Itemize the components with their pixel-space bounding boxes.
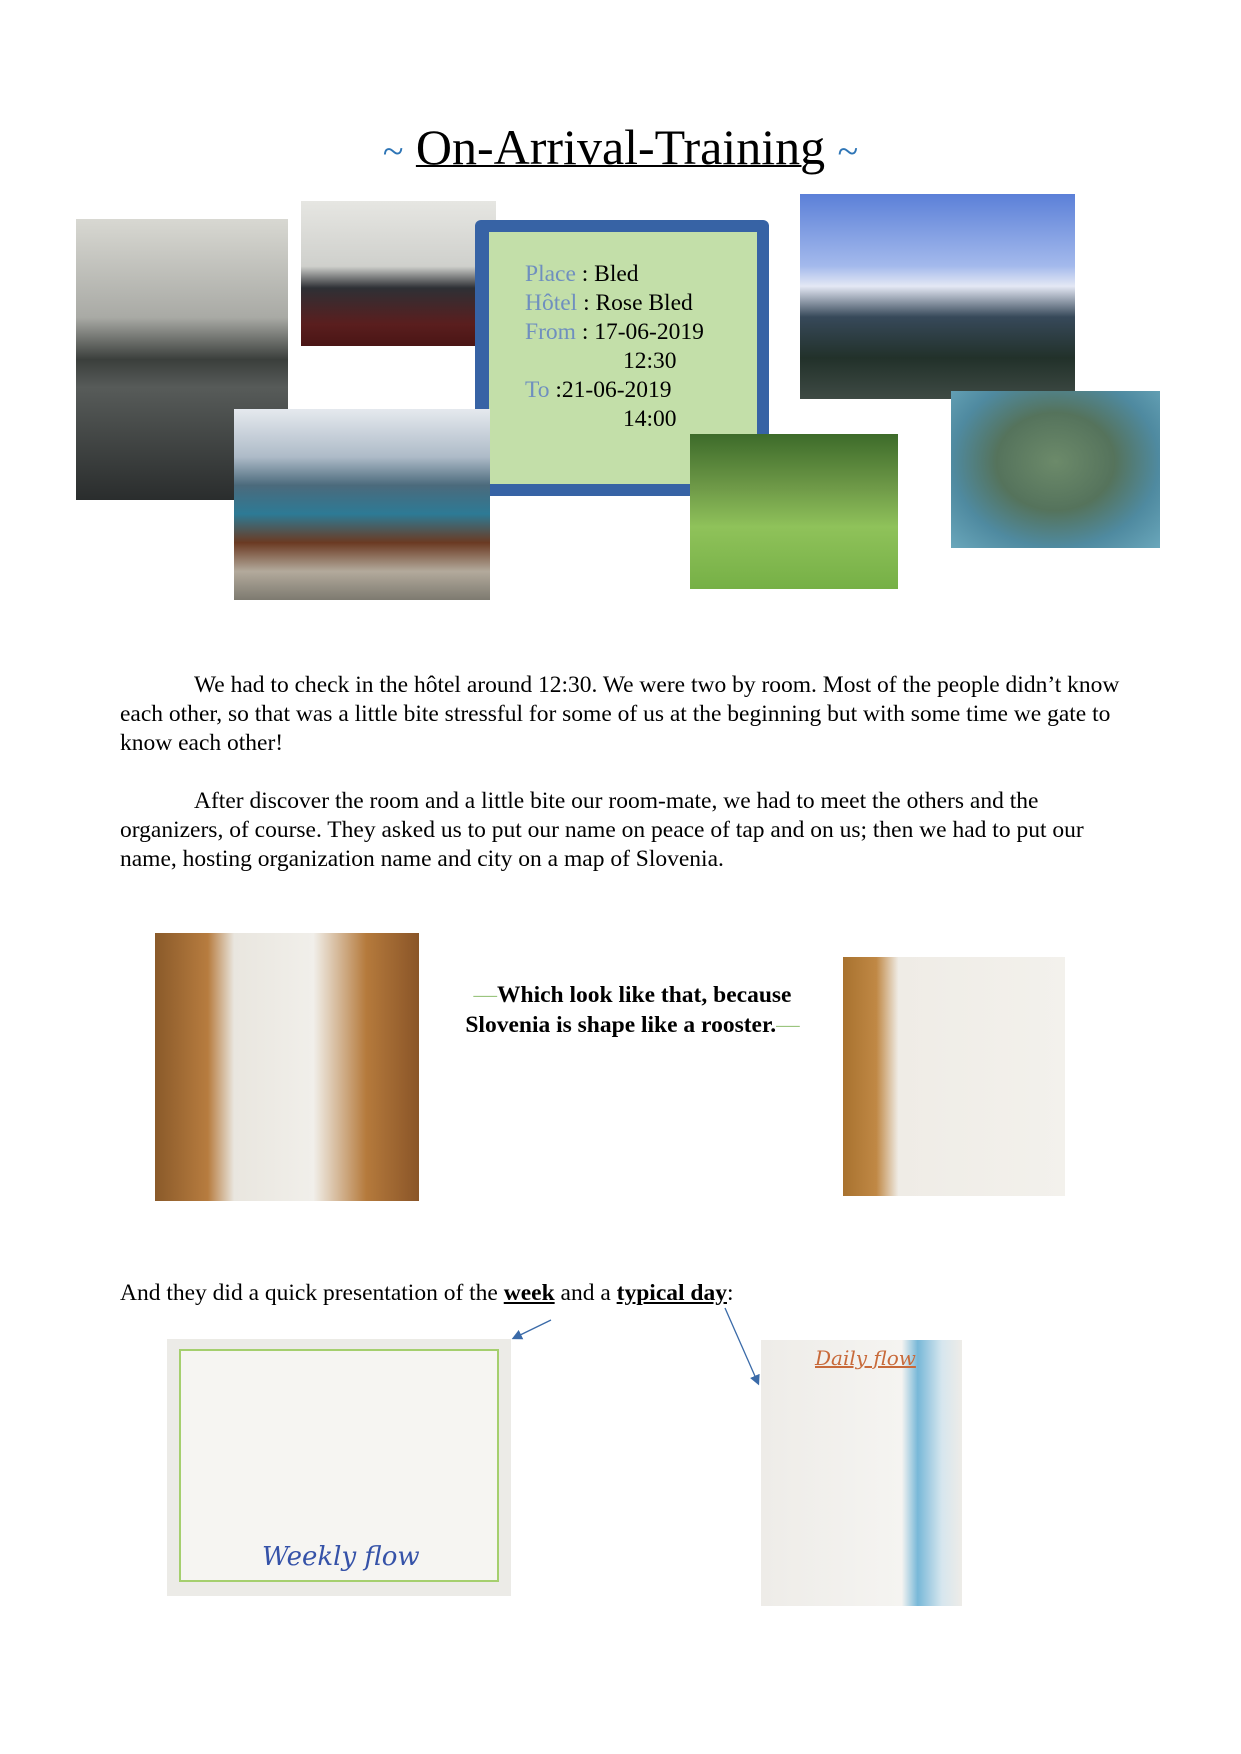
lead-text: and a: [554, 1280, 617, 1306]
to-time: 14:00: [623, 406, 677, 432]
caption-dash: —: [473, 982, 498, 1008]
paragraph-text: After discover the room and a little bite our room-mate, we had to meet the others and the organizers, of course. They asked us to put our name on peace of tap and on us; then we had to put our name, hosting organization name and city on a map of Slovenia.: [120, 788, 1084, 872]
title-tilde: ~: [382, 131, 404, 173]
from-label: From: [525, 319, 576, 345]
to-date: 21-06-2019: [561, 377, 672, 403]
title-tilde: ~: [837, 131, 859, 173]
daily-flow-label: Daily flow: [815, 1346, 916, 1370]
lead-text: :: [726, 1280, 734, 1306]
hotel-value: Rose Bled: [595, 290, 693, 316]
hotel-label: Hôtel: [525, 290, 578, 316]
lead-text: And they did a quick presentation of the: [120, 1280, 504, 1306]
lead-typical-day: typical day: [616, 1280, 727, 1306]
caption-dash: —: [776, 1012, 800, 1038]
place-value: Bled: [594, 261, 639, 287]
arrow-to-weekly: [514, 1320, 551, 1338]
caption-text: Which look like that, because Slovenia is shape like a rooster.: [465, 982, 792, 1038]
title-text: On-Arrival-Training: [415, 119, 826, 175]
paragraph-text: We had to check in the hôtel around 12:30. We were two by room. Most of the people didn’t know each other, so that was a little bite stressful for some of us at the beginning but with some time we gate to know each other!: [120, 672, 1120, 756]
place-label: Place: [525, 261, 576, 287]
info-details: Place : Bled Hôtel : Rose Bled From : 17-06-2019 12:30 To :21-06-2019 14:00: [525, 261, 704, 432]
from-time: 12:30: [623, 348, 677, 374]
weekly-flow-label: Weekly flow: [262, 1542, 420, 1572]
arrow-to-daily: [725, 1308, 758, 1383]
lead-week: week: [503, 1280, 555, 1306]
from-date: 17-06-2019: [594, 319, 704, 345]
to-label: To: [525, 377, 550, 403]
